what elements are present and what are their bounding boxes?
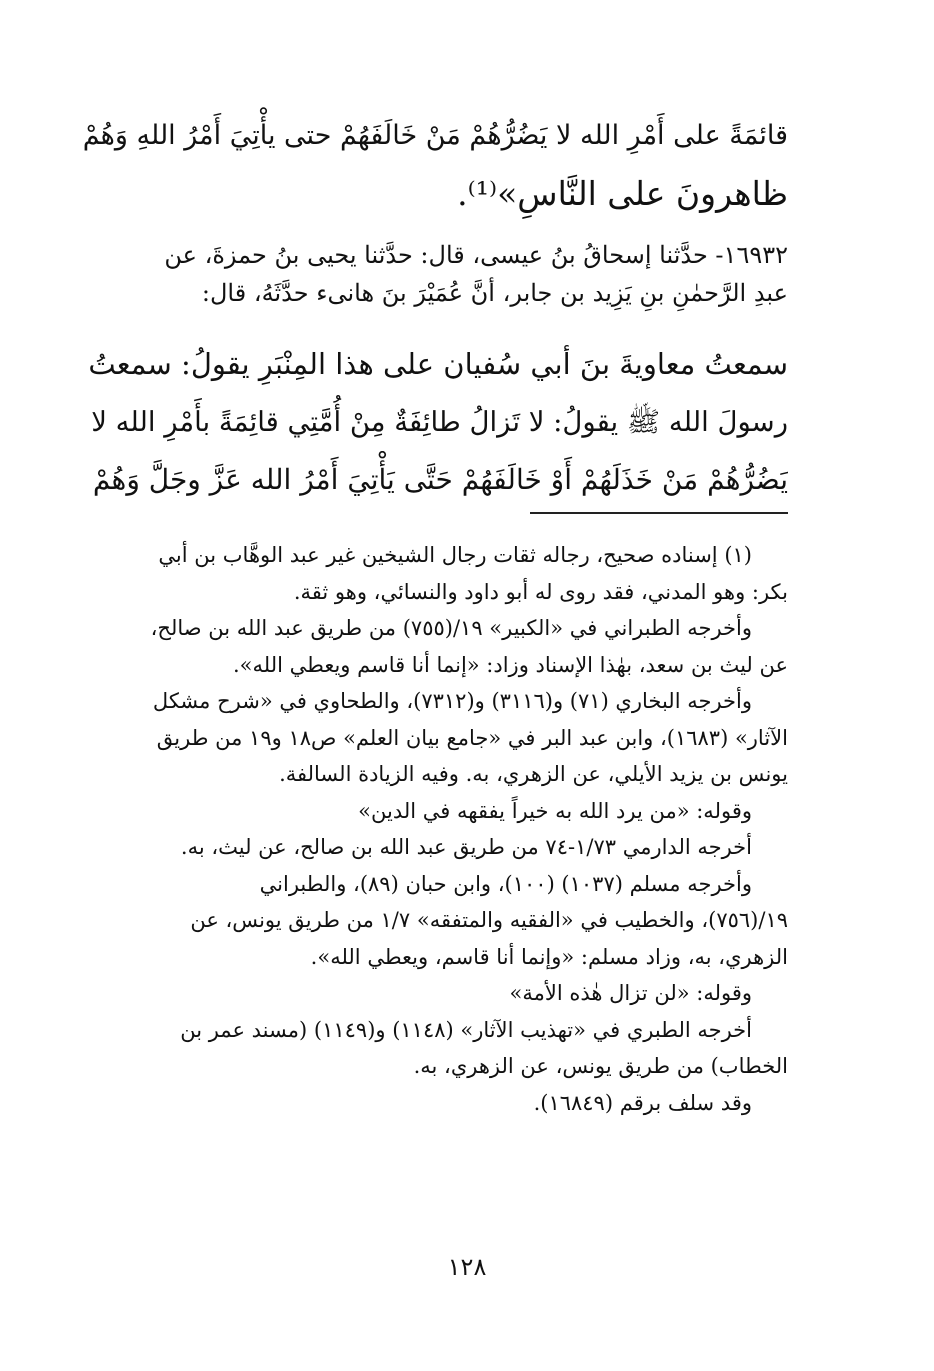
- footnote-line: وأخرجه البخاري (٧١) و(٣١١٦) و(٧٣١٢)، والطحاوي في «شرح مشكل: [152, 689, 752, 713]
- main-text-line: يَضُرُّهُمْ مَنْ خَذَلَهُمْ أَوْ خَالَفَهُمْ حَتَّى يَأْتِيَ أَمْرُ الله عَزَّ وجَلَّ وَهُمْ: [92, 463, 788, 496]
- footnote-line: الزهري، به، وزاد مسلم: «وإنما أنا قاسم، ويعطي الله».: [310, 944, 788, 969]
- footnote-line: وأخرجه الطبراني في «الكبير» ١٩/(٧٥٥) من طريق عبد الله بن صالح،: [150, 616, 752, 640]
- footnote-line: ١٩/(٧٥٦)، والخطيب في «الفقيه والمتفقه» ١/٧ من طريق يونس، عن: [190, 908, 788, 932]
- footnote-line: وقد سلف برقم (١٦٨٤٩).: [533, 1090, 752, 1115]
- page-number: ١٢٨: [447, 1253, 487, 1281]
- footnote-line: وقوله: «من يرد الله به خيراً يفقهه في الدين»: [358, 798, 752, 823]
- footnote-line: عن ليث بن سعد، بهٰذا الإسناد وزاد: «إنما أنا قاسم ويعطي الله».: [232, 652, 788, 677]
- footnote-divider: [530, 512, 788, 514]
- footnote-line: الآثار» (١٦٨٣)، وابن عبد البر في «جامع بيان العلم» ص١٨ و١٩ من طريق: [156, 725, 788, 750]
- main-text-line: سمعتُ معاويةَ بنَ أبي سُفيان على هذا المِنْبَرِ يقولُ: سمعتُ: [88, 347, 788, 381]
- footnote-line: بكر: وهو المدني، فقد روى له أبو داود والنسائي، وهو ثقة.: [293, 579, 788, 604]
- chain-line: ١٦٩٣٢- حدَّثنا إسحاقُ بنُ عيسى، قال: حدَّثنا يحيى بنُ حمزةَ، عن: [164, 241, 788, 269]
- footnote-line: الخطاب) من طريق يونس، عن الزهري، به.: [413, 1054, 788, 1078]
- footnote-line: وأخرجه مسلم (١٠٣٧) (١٠٠)، وابن حبان (٨٩)، والطبراني: [259, 871, 752, 896]
- chain-line: عبدِ الرَّحمٰنِ بنِ يَزِيد بن جابر، أنَّ عُمَيْرَ بنَ هانىء حدَّثَهُ، قال:: [201, 279, 788, 307]
- main-text-top: [82, 107, 788, 223]
- footnote-line: يونس بن يزيد الأيلي، عن الزهري، به. وفيه الزيادة السالفة.: [279, 762, 788, 786]
- hadith-chain: [82, 236, 788, 312]
- footnote-line: أخرجه الدارمي ١/٧٣-٧٤ من طريق عبد الله بن صالح، عن ليث، به.: [180, 835, 752, 859]
- footnote-line: (١) إسناده صحيح، رجاله ثقات رجال الشيخين غير عبد الوهَّاب بن أبي: [158, 543, 752, 567]
- footnote-line: وقوله: «لن تزال هٰذه الأمة»: [509, 981, 752, 1005]
- main-text-line: ظاهرونَ على النَّاسِ»⁽¹⁾.: [457, 174, 788, 213]
- footnote-line: أخرجه الطبري في «تهذيب الآثار» (١١٤٨) و(١١٤٩) (مسند عمر بن: [180, 1017, 752, 1042]
- footnotes: [82, 537, 788, 1121]
- main-text-line: قائمَةً على أَمْرِ الله لا يَضُرُّهُمْ مَنْ خَالَفَهُمْ حتى يأْتِيَ أَمْرُ اللهِ وَهُمْ: [82, 120, 788, 151]
- main-text-line: رسولَ الله ﷺ يقولُ: لا تَزالُ طائِفَةٌ مِنْ أُمَّتِي قائِمَةً بأَمْرِ الله لا: [91, 406, 788, 438]
- main-text-bottom: [82, 335, 788, 509]
